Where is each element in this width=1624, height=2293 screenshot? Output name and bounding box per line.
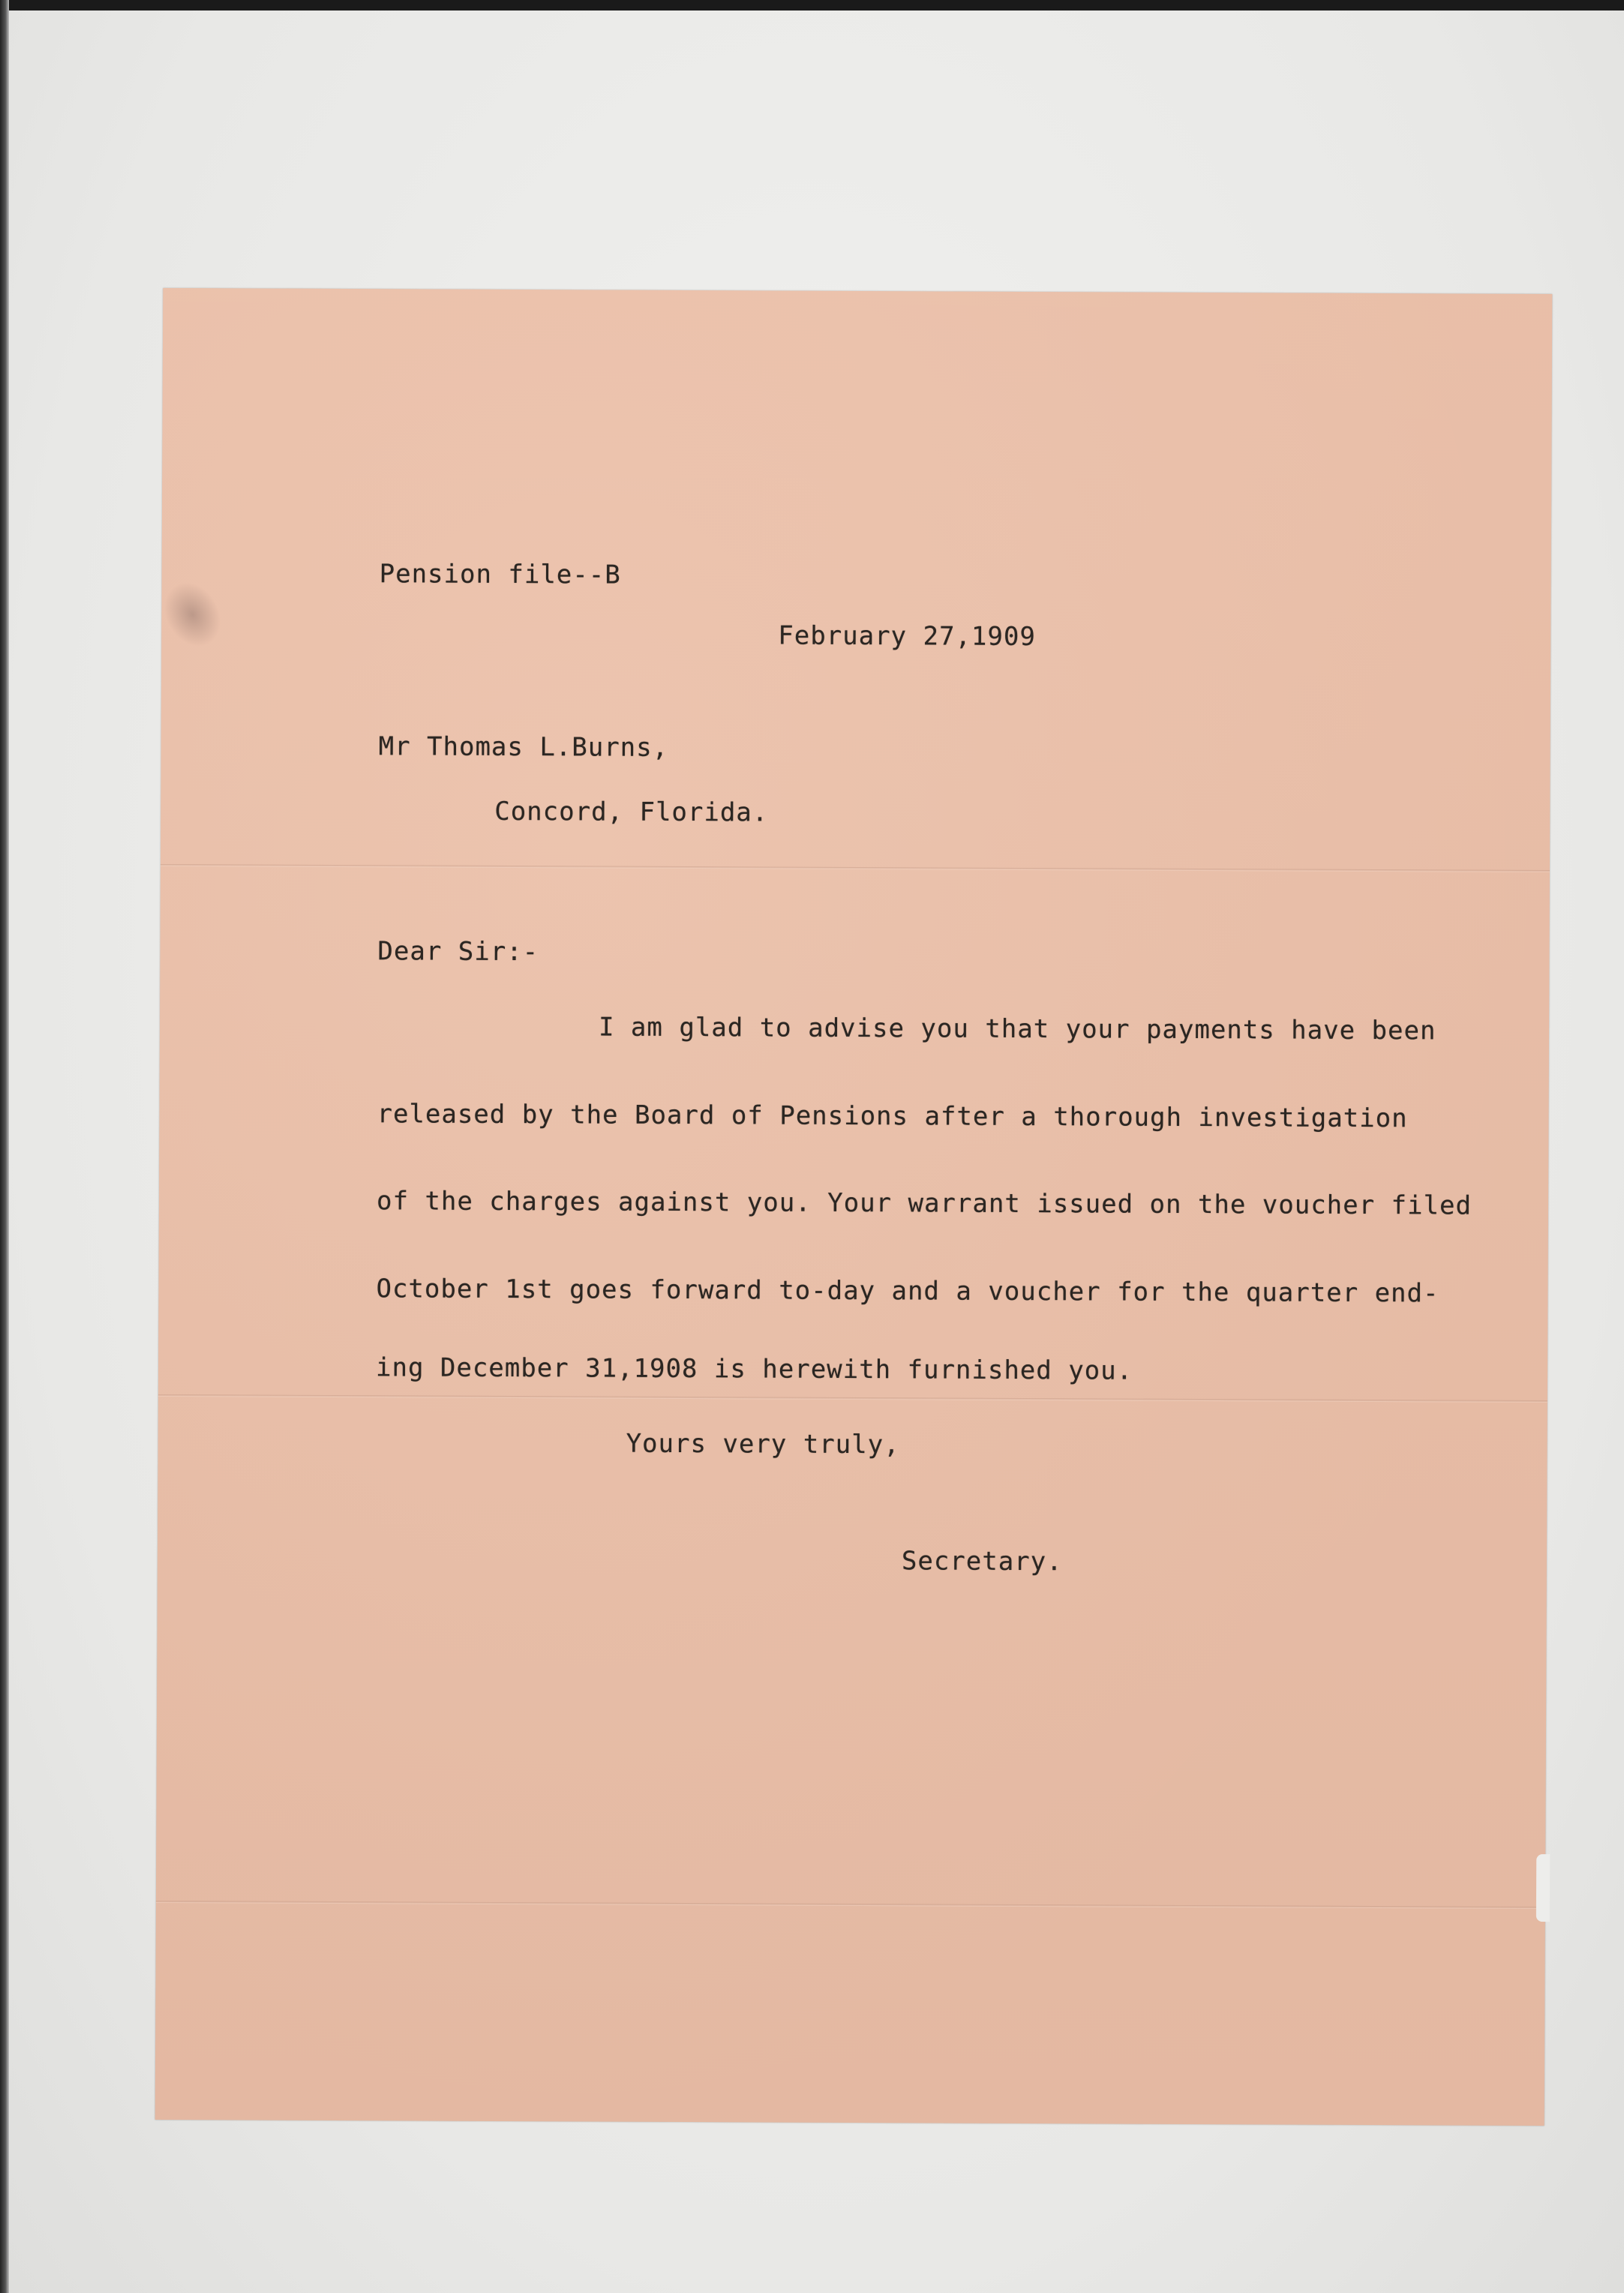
body-line: I am glad to advise you that your payments have been	[598, 1012, 1436, 1046]
letter-page	[155, 288, 1553, 2126]
body-line: released by the Board of Pensions after a thorough investigation	[377, 1099, 1408, 1134]
scanner-left-edge	[0, 0, 9, 2293]
signature-title: Secretary.	[901, 1546, 1063, 1577]
fold-crease	[161, 864, 1550, 872]
fold-crease	[158, 1394, 1547, 1403]
letter-date: February 27,1909	[778, 620, 1036, 653]
recipient-address: Concord, Florida.	[494, 796, 769, 828]
fold-crease	[156, 1901, 1545, 1909]
body-line: ing December 31,1908 is herewith furnished you.	[375, 1352, 1133, 1386]
recipient-name: Mr Thomas L.Burns,	[378, 731, 669, 763]
ink-smudge	[153, 572, 232, 657]
body-line: October 1st goes forward to-day and a voucher for the quarter end-	[376, 1274, 1439, 1309]
salutation: Dear Sir:-	[377, 936, 539, 968]
closing: Yours very truly,	[626, 1428, 900, 1460]
file-reference: Pension file--B	[379, 559, 621, 590]
scanner-top-edge	[0, 0, 1624, 11]
paper-notch	[1536, 1854, 1550, 1922]
body-line: of the charges against you. Your warrant issued on the voucher filed	[376, 1186, 1472, 1221]
